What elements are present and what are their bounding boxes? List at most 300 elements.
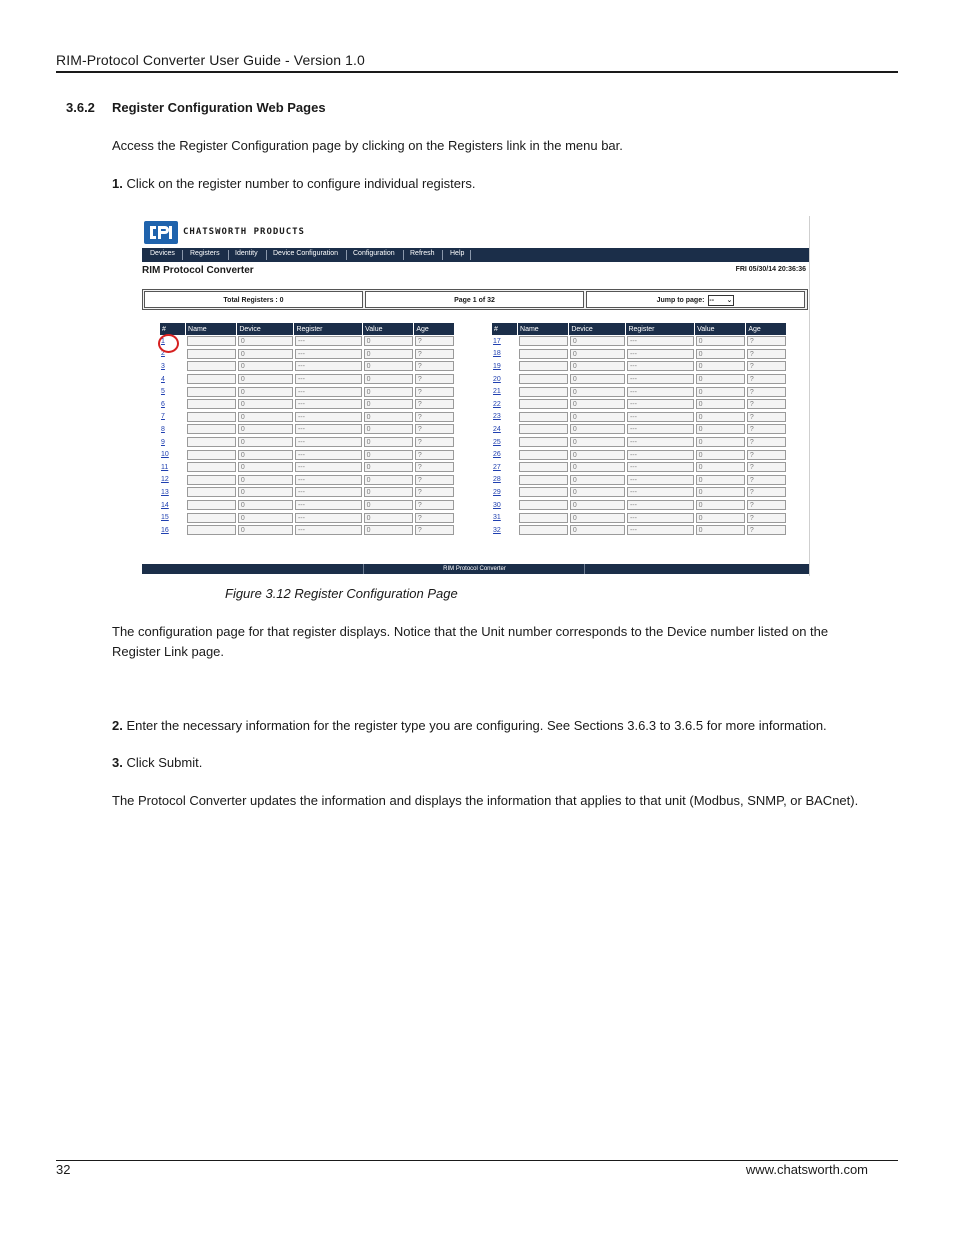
device-cell [237, 486, 294, 499]
register-cell [294, 385, 363, 398]
age-field: ? [747, 525, 786, 535]
register-number-cell [160, 524, 186, 537]
age-field: ? [415, 399, 454, 409]
value-cell [695, 524, 746, 537]
name-field [519, 500, 568, 510]
brand-name: CHATSWORTH PRODUCTS [183, 227, 305, 237]
footer-url: www.chatsworth.com [745, 1162, 868, 1177]
name-field [519, 387, 568, 397]
table-row [160, 499, 455, 512]
section-number: 3.6.2 [66, 100, 95, 115]
name-field [187, 513, 236, 523]
register-cell [294, 511, 363, 524]
device-field: 0 [238, 513, 293, 523]
age-field: ? [415, 487, 454, 497]
age-cell [746, 335, 787, 348]
register-number-link[interactable]: 3 [161, 362, 165, 370]
register-number-cell [160, 398, 186, 411]
device-cell [569, 511, 626, 524]
age-field: ? [415, 462, 454, 472]
value-cell [695, 486, 746, 499]
age-field: ? [747, 412, 786, 422]
register-field: --- [627, 475, 694, 485]
register-cell [294, 398, 363, 411]
device-cell [237, 499, 294, 512]
name-cell [186, 436, 237, 449]
device-field: 0 [570, 475, 625, 485]
name-cell [186, 398, 237, 411]
register-field: --- [627, 399, 694, 409]
menu-bar [142, 248, 809, 262]
age-cell [414, 436, 455, 449]
register-number-link[interactable]: 9 [161, 438, 165, 446]
register-cell [294, 474, 363, 487]
table-row [160, 385, 455, 398]
value-field: 0 [696, 487, 745, 497]
value-cell [363, 385, 414, 398]
menu-separator [266, 250, 267, 260]
age-cell [414, 423, 455, 436]
age-field: ? [415, 361, 454, 371]
value-field: 0 [364, 437, 413, 447]
name-cell [518, 423, 569, 436]
age-cell [414, 360, 455, 373]
device-cell [569, 474, 626, 487]
device-field: 0 [570, 462, 625, 472]
register-cell [626, 474, 695, 487]
value-field: 0 [696, 513, 745, 523]
register-cell [626, 499, 695, 512]
register-field: --- [627, 424, 694, 434]
register-number-link[interactable]: 22 [493, 400, 501, 408]
register-cell [294, 461, 363, 474]
register-field: --- [295, 475, 362, 485]
name-cell [186, 385, 237, 398]
config-paragraph: The configuration page for that register displays. Notice that the Unit number corresponds to the Device number listed on the Register Link page. [112, 624, 829, 659]
value-field: 0 [364, 374, 413, 384]
value-cell [363, 499, 414, 512]
jump-page-select[interactable] [708, 295, 734, 306]
age-cell [746, 385, 787, 398]
jump-to-page [586, 291, 805, 308]
section-title: Register Configuration Web Pages [112, 100, 326, 115]
age-field: ? [747, 450, 786, 460]
register-number-link[interactable]: 18 [493, 350, 501, 358]
device-cell [237, 524, 294, 537]
age-field: ? [747, 336, 786, 346]
register-cell [294, 335, 363, 348]
age-cell [414, 511, 455, 524]
register-number-cell [492, 461, 518, 474]
device-field: 0 [570, 374, 625, 384]
age-cell [414, 385, 455, 398]
register-field: --- [627, 437, 694, 447]
name-field [187, 349, 236, 359]
table-row [160, 411, 455, 424]
device-field: 0 [238, 399, 293, 409]
value-field: 0 [364, 462, 413, 472]
register-cell [626, 511, 695, 524]
menu-separator [228, 250, 229, 260]
register-number-link[interactable]: 32 [493, 526, 501, 534]
age-field: ? [747, 513, 786, 523]
name-cell [518, 360, 569, 373]
register-number-cell [160, 360, 186, 373]
col-num: # [492, 323, 518, 335]
device-field: 0 [570, 450, 625, 460]
age-cell [746, 411, 787, 424]
name-cell [518, 461, 569, 474]
register-number-link[interactable]: 1 [161, 337, 165, 345]
register-cell [626, 524, 695, 537]
register-field: --- [295, 399, 362, 409]
table-row [492, 499, 787, 512]
value-field: 0 [696, 412, 745, 422]
age-cell [414, 474, 455, 487]
table-row [160, 511, 455, 524]
register-number-link[interactable]: 2 [161, 350, 165, 358]
device-field: 0 [238, 374, 293, 384]
name-field [187, 525, 236, 535]
name-field [519, 437, 568, 447]
value-field: 0 [696, 374, 745, 384]
age-field: ? [415, 336, 454, 346]
menu-help[interactable]: Help [450, 250, 465, 257]
table-row [492, 524, 787, 537]
device-field: 0 [570, 424, 625, 434]
register-cell [294, 436, 363, 449]
table-row [492, 348, 787, 361]
age-field: ? [415, 374, 454, 384]
name-cell [518, 335, 569, 348]
register-number-cell [492, 474, 518, 487]
register-config-screenshot [140, 216, 810, 576]
age-field: ? [747, 387, 786, 397]
register-number-cell [160, 385, 186, 398]
device-field: 0 [238, 349, 293, 359]
name-field [519, 513, 568, 523]
device-field: 0 [570, 361, 625, 371]
final-paragraph: The Protocol Converter updates the information and displays the information that applies to that unit (Modbus, SNMP, or BACnet). [112, 793, 859, 808]
page-indicator: Page 1 of 32 [365, 291, 584, 308]
bottom-label: RIM Protocol Converter [363, 564, 585, 574]
register-cell [626, 448, 695, 461]
value-field: 0 [364, 513, 413, 523]
register-number-link[interactable]: 31 [493, 514, 501, 522]
register-number-link[interactable]: 29 [493, 488, 501, 496]
table-row [160, 448, 455, 461]
menu-registers[interactable]: Registers [190, 250, 220, 257]
name-cell [518, 411, 569, 424]
age-field: ? [747, 462, 786, 472]
age-cell [414, 373, 455, 386]
register-cell [294, 373, 363, 386]
register-number-link[interactable]: 4 [161, 375, 165, 383]
name-cell [186, 448, 237, 461]
table-row [492, 411, 787, 424]
value-field: 0 [364, 475, 413, 485]
register-number-cell [492, 360, 518, 373]
register-number-link[interactable]: 23 [493, 413, 501, 421]
register-cell [626, 335, 695, 348]
name-field [519, 462, 568, 472]
bottom-bar [142, 564, 809, 574]
age-cell [746, 423, 787, 436]
value-cell [363, 348, 414, 361]
page-number: 32 [56, 1162, 71, 1177]
device-cell [569, 461, 626, 474]
name-field [519, 349, 568, 359]
register-number-cell [492, 436, 518, 449]
register-field: --- [295, 513, 362, 523]
register-number-link[interactable]: 8 [161, 425, 165, 433]
name-field [519, 424, 568, 434]
value-cell [695, 474, 746, 487]
table-row [160, 348, 455, 361]
value-cell [363, 360, 414, 373]
register-number-link[interactable]: 5 [161, 388, 165, 396]
register-number-link[interactable]: 6 [161, 400, 165, 408]
value-cell [363, 448, 414, 461]
register-number-link[interactable]: 25 [493, 438, 501, 446]
device-field: 0 [238, 450, 293, 460]
table-row [492, 360, 787, 373]
register-number-link[interactable]: 12 [161, 476, 169, 484]
table-header [160, 323, 455, 335]
register-field: --- [295, 437, 362, 447]
register-cell [626, 373, 695, 386]
device-cell [569, 436, 626, 449]
footer-rule [56, 1160, 898, 1161]
value-cell [695, 411, 746, 424]
device-field: 0 [570, 437, 625, 447]
value-cell [695, 335, 746, 348]
name-cell [186, 360, 237, 373]
register-number-link[interactable]: 17 [493, 337, 501, 345]
table-row [160, 423, 455, 436]
menu-identity[interactable]: Identity [235, 250, 258, 257]
value-field: 0 [364, 361, 413, 371]
age-cell [746, 448, 787, 461]
device-cell [569, 486, 626, 499]
register-number-link[interactable]: 30 [493, 501, 501, 509]
value-cell [695, 373, 746, 386]
age-field: ? [747, 399, 786, 409]
age-cell [746, 486, 787, 499]
register-number-cell [492, 411, 518, 424]
table-row [160, 474, 455, 487]
age-cell [746, 474, 787, 487]
register-table-left [160, 323, 455, 537]
age-field: ? [415, 513, 454, 523]
header-rule [56, 71, 898, 73]
register-number-link[interactable]: 14 [161, 501, 169, 509]
name-cell [186, 474, 237, 487]
register-field: --- [627, 462, 694, 472]
device-field: 0 [238, 462, 293, 472]
register-field: --- [627, 387, 694, 397]
age-field: ? [415, 500, 454, 510]
register-field: --- [295, 525, 362, 535]
register-cell [294, 411, 363, 424]
register-field: --- [627, 450, 694, 460]
name-cell [518, 436, 569, 449]
register-number-cell [492, 348, 518, 361]
register-field: --- [295, 336, 362, 346]
col-name: Name [186, 323, 237, 335]
menu-configuration[interactable]: Configuration [353, 250, 395, 257]
age-cell [746, 373, 787, 386]
register-cell [294, 360, 363, 373]
value-field: 0 [364, 487, 413, 497]
register-cell [294, 423, 363, 436]
register-number-link[interactable]: 16 [161, 526, 169, 534]
age-cell [414, 486, 455, 499]
name-field [519, 412, 568, 422]
register-cell [626, 486, 695, 499]
device-cell [237, 398, 294, 411]
device-cell [569, 398, 626, 411]
register-number-link[interactable]: 20 [493, 375, 501, 383]
value-field: 0 [696, 336, 745, 346]
register-number-cell [492, 385, 518, 398]
register-number-cell [492, 373, 518, 386]
register-cell [626, 423, 695, 436]
register-field: --- [627, 336, 694, 346]
register-number-link[interactable]: 24 [493, 425, 501, 433]
register-field: --- [295, 374, 362, 384]
col-age: Age [414, 323, 455, 335]
age-cell [414, 335, 455, 348]
step-2-number: 2. [112, 718, 123, 733]
name-cell [186, 524, 237, 537]
name-field [187, 424, 236, 434]
device-field: 0 [238, 361, 293, 371]
value-field: 0 [364, 336, 413, 346]
name-field [187, 336, 236, 346]
age-field: ? [415, 387, 454, 397]
value-cell [363, 474, 414, 487]
register-number-cell [492, 398, 518, 411]
value-field: 0 [696, 349, 745, 359]
step-1-number: 1. [112, 176, 123, 191]
age-cell [414, 398, 455, 411]
figure-caption: Figure 3.12 Register Configuration Page [225, 586, 458, 601]
device-cell [237, 335, 294, 348]
device-field: 0 [570, 525, 625, 535]
device-field: 0 [238, 424, 293, 434]
register-field: --- [295, 487, 362, 497]
name-cell [518, 486, 569, 499]
name-field [187, 487, 236, 497]
value-field: 0 [364, 412, 413, 422]
intro-paragraph: Access the Register Configuration page by clicking on the Registers link in the menu bar. [112, 138, 623, 153]
table-row [160, 436, 455, 449]
name-field [187, 500, 236, 510]
name-cell [186, 461, 237, 474]
menu-device-configuration[interactable]: Device Configuration [273, 250, 338, 257]
name-cell [186, 335, 237, 348]
app-title: RIM Protocol Converter [142, 265, 254, 276]
device-cell [569, 335, 626, 348]
register-number-link[interactable]: 7 [161, 413, 165, 421]
device-field: 0 [238, 437, 293, 447]
register-field: --- [627, 361, 694, 371]
register-number-link[interactable]: 15 [161, 514, 169, 522]
value-field: 0 [696, 424, 745, 434]
name-cell [518, 385, 569, 398]
device-field: 0 [238, 500, 293, 510]
value-field: 0 [696, 387, 745, 397]
register-field: --- [627, 487, 694, 497]
register-field: --- [627, 525, 694, 535]
register-number-cell [492, 486, 518, 499]
name-cell [518, 448, 569, 461]
register-field: --- [627, 374, 694, 384]
register-number-link[interactable]: 28 [493, 476, 501, 484]
name-cell [186, 348, 237, 361]
register-number-link[interactable]: 21 [493, 388, 501, 396]
register-number-link[interactable]: 10 [161, 451, 169, 459]
register-table-right [492, 323, 787, 537]
device-field: 0 [238, 487, 293, 497]
name-field [187, 462, 236, 472]
age-field: ? [415, 525, 454, 535]
register-number-link[interactable]: 26 [493, 451, 501, 459]
device-cell [237, 348, 294, 361]
step-1 [112, 174, 842, 194]
name-field [187, 361, 236, 371]
name-field [187, 387, 236, 397]
register-cell [626, 411, 695, 424]
value-cell [695, 423, 746, 436]
age-field: ? [415, 437, 454, 447]
name-field [187, 450, 236, 460]
age-cell [746, 461, 787, 474]
register-number-cell [492, 335, 518, 348]
menu-refresh[interactable]: Refresh [410, 250, 435, 257]
table-row [492, 385, 787, 398]
register-number-link[interactable]: 13 [161, 488, 169, 496]
value-field: 0 [364, 450, 413, 460]
age-field: ? [747, 487, 786, 497]
step-3-text: Click Submit. [122, 755, 203, 770]
name-cell [186, 511, 237, 524]
table-row [492, 335, 787, 348]
register-field: --- [627, 513, 694, 523]
register-number-cell [160, 461, 186, 474]
value-field: 0 [696, 525, 745, 535]
info-bar [142, 289, 808, 310]
register-number-link[interactable]: 19 [493, 362, 501, 370]
name-cell [518, 474, 569, 487]
value-cell [363, 511, 414, 524]
age-field: ? [747, 475, 786, 485]
total-registers: Total Registers : 0 [144, 291, 363, 308]
step-1-text: Click on the register number to configure individual registers. [122, 176, 476, 191]
register-number-link[interactable]: 11 [161, 463, 169, 471]
register-number-link[interactable]: 27 [493, 463, 501, 471]
col-register: Register [626, 323, 695, 335]
device-cell [569, 423, 626, 436]
menu-devices[interactable]: Devices [150, 250, 175, 257]
table-row [160, 398, 455, 411]
register-field: --- [627, 412, 694, 422]
age-field: ? [415, 349, 454, 359]
register-number-cell [160, 486, 186, 499]
name-field [187, 475, 236, 485]
name-field [519, 525, 568, 535]
